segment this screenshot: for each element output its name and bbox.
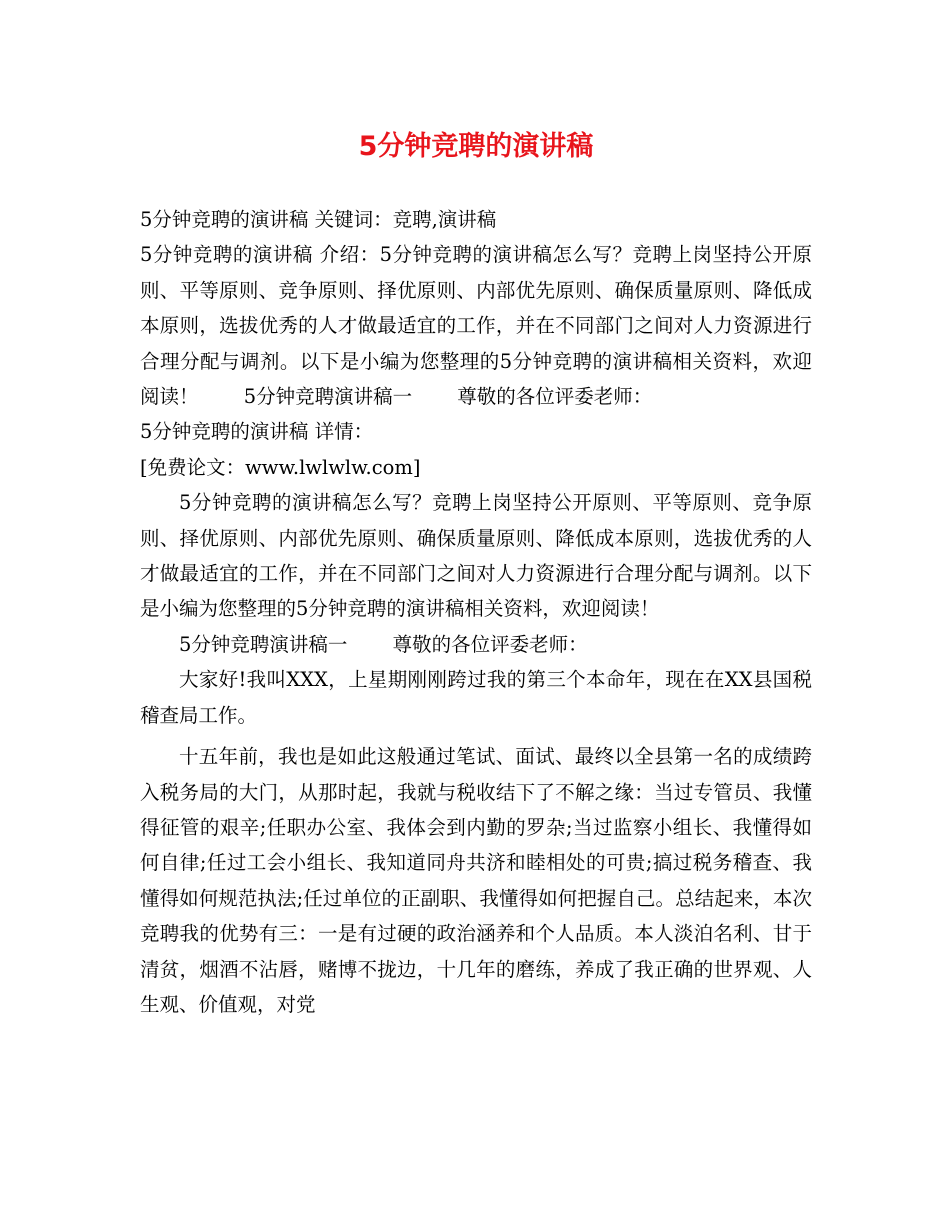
keywords-line: 5分钟竞聘的演讲稿 关键词：竞聘,演讲稿 bbox=[140, 208, 497, 231]
source-line: [免费论文：www.lwlwlw.com] bbox=[140, 455, 421, 479]
intro-line: 5分钟竞聘的演讲稿 介绍：5分钟竞聘的演讲稿怎么写？竞聘上岗坚持公开原则、平等原则、竞争原则、择优原则、内部优先原则、确保质量原则、降低成本原则，选拔优秀的人才做最适宜的工作，并在不同部门之间对人力资源进行合理分配与调剂。以下是小编为您整理的5分钟竞聘的演讲稿相关资料，欢迎阅读！ 5分钟竞聘演讲稿一 尊敬的各位评委老师： bbox=[140, 243, 812, 409]
paragraph: 大家好!我叫XXX，上星期刚刚跨过我的第三个本命年，现在在XX县国税稽查局工作。 bbox=[140, 668, 812, 727]
document-body bbox=[140, 202, 812, 1022]
paragraph: 5分钟竞聘演讲稿一 尊敬的各位评委老师： bbox=[179, 632, 588, 656]
details-line: 5分钟竞聘的演讲稿 详情： bbox=[140, 420, 374, 444]
paragraph: 5分钟竞聘的演讲稿怎么写？竞聘上岗坚持公开原则、平等原则、竞争原则、择优原则、内部优先原则、确保质量原则、降低成本原则，选拔优秀的人才做最适宜的工作，并在不同部门之间对人力资源进行合理分配与调剂。以下是小编为您整理的5分钟竞聘的演讲稿相关资料，欢迎阅读！ bbox=[140, 491, 812, 621]
document-title: 5分钟竞聘的演讲稿 bbox=[358, 131, 594, 162]
paragraph: 十五年前，我也是如此这般通过笔试、面试、最终以全县第一名的成绩跨入税务局的大门，从那时起，我就与税收结下了不解之缘：当过专管员、我懂得征管的艰辛;任职办公室、我体会到内勤的罗杂;当过监察小组长、我懂得如何自律;任过工会小组长、我知道同舟共济和睦相处的可贵;搞过税务稽查、我懂得如何规范执法;任过单位的正副职、我懂得如何把握自己。总结起来，本次竞聘我的优势有三：一是有过硬的政治涵养和个人品质。本人淡泊名利、甘于清贫，烟酒不沾唇，赌博不拢边，十几年的磨练，养成了我正确的世界观、人生观、价值观，对党 bbox=[140, 745, 812, 1016]
